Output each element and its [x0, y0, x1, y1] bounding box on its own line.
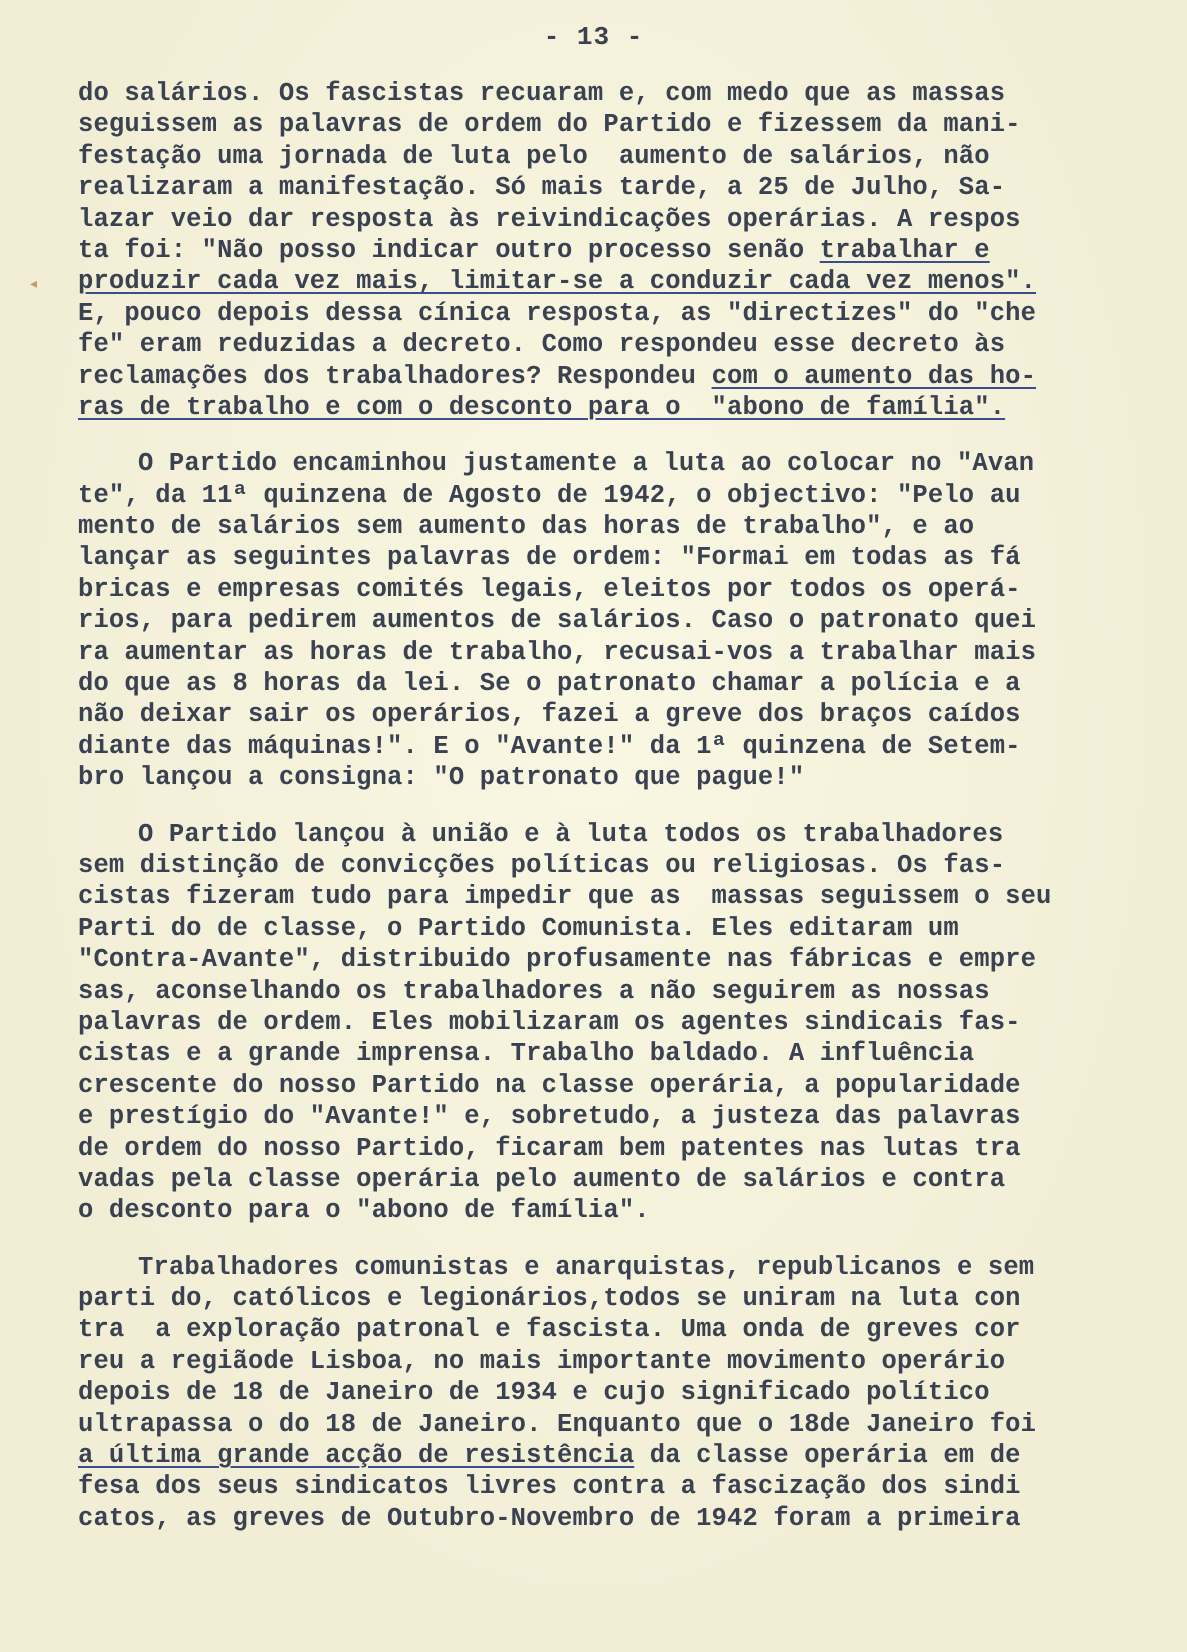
text-line	[78, 1164, 1138, 1195]
text-run: vadas pela classe operária pelo aumento de salários e contra	[78, 1164, 1006, 1194]
text-line	[78, 109, 1138, 140]
text-run: ra aumentar as horas de trabalho, recusai-vos a trabalhar mais	[78, 637, 1037, 667]
text-run: rios, para pedirem aumentos de salários. Caso o patronato quei	[78, 606, 1037, 636]
text-run: depois de 18 de Janeiro de 1934 e cujo significado político	[78, 1378, 990, 1408]
text-line	[78, 1007, 1138, 1038]
text-run: e prestígio do "Avante!" e, sobretudo, a justeza das palavras	[78, 1102, 1021, 1132]
text-line	[78, 637, 1138, 668]
text-line	[78, 361, 1138, 392]
text-run: catos, as greves de Outubro-Novembro de 1942 foram a primeira	[78, 1503, 1021, 1533]
underlined-text: a última grande acção de resistência	[78, 1441, 635, 1471]
text-line	[78, 699, 1138, 730]
margin-mark: ◂	[30, 276, 38, 292]
text-line	[78, 1038, 1138, 1069]
text-run: te", da 11ª quinzena de Agosto de 1942, o objectivo: "Pelo au	[78, 480, 1021, 510]
text-run: sas, aconselhando os trabalhadores a não seguirem as nossas	[78, 976, 990, 1006]
text-line	[78, 819, 1138, 850]
text-run: bro lançou a consigna: "O patronato que pague!"	[78, 763, 805, 793]
text-run: reclamações dos trabalhadores? Respondeu	[78, 361, 712, 391]
text-line	[78, 329, 1138, 360]
text-line	[78, 668, 1138, 699]
text-line	[78, 762, 1138, 793]
text-line	[78, 1195, 1138, 1226]
text-line	[78, 1409, 1138, 1440]
text-line	[78, 480, 1138, 511]
text-line	[78, 141, 1138, 172]
text-run: cistas e a grande imprensa. Trabalho baldado. A influência	[78, 1039, 975, 1069]
underlined-text: com o aumento das ho-	[711, 361, 1037, 391]
text-run: O Partido encaminhou justamente a luta ao colocar no "Avan	[138, 449, 1035, 479]
text-line	[78, 298, 1138, 329]
text-run: bricas e empresas comités legais, eleitos por todos os operá-	[78, 574, 1021, 604]
text-run: reu a regiãode Lisboa, no mais importante movimento operário	[78, 1346, 1006, 1376]
text-run: E, pouco depois dessa cínica resposta, as "directizes" do "che	[78, 298, 1037, 328]
text-line	[78, 235, 1138, 266]
text-run: palavras de ordem. Eles mobilizaram os agentes sindicais fas-	[78, 1007, 1021, 1037]
text-run: O Partido lançou à união e à luta todos os trabalhadores	[138, 819, 1004, 849]
text-line	[78, 511, 1138, 542]
text-line	[78, 1503, 1138, 1534]
text-run: ultrapassa o do 18 de Janeiro. Enquanto que o 18de Janeiro foi	[78, 1409, 1037, 1439]
underlined-text: ras de trabalho e com o desconto para o "abono de família".	[78, 392, 1006, 422]
text-run: lazar veio dar resposta às reivindicações operárias. A respos	[78, 204, 1021, 234]
text-run: diante das máquinas!". E o "Avante!" da 1ª quinzena de Setem-	[78, 731, 1021, 761]
text-line	[78, 944, 1138, 975]
text-line	[78, 78, 1138, 109]
text-line	[78, 266, 1138, 297]
text-run: Parti do de classe, o Partido Comunista. Eles editaram um	[78, 913, 959, 943]
page-number: - 13 -	[543, 22, 644, 52]
text-line	[78, 1101, 1138, 1132]
text-run: o desconto para o "abono de família".	[78, 1196, 650, 1226]
text-line	[78, 913, 1138, 944]
text-line	[78, 1070, 1138, 1101]
text-run: festação uma jornada de luta pelo aumento de salários, não	[78, 141, 990, 171]
text-line	[78, 448, 1138, 479]
text-line	[78, 204, 1138, 235]
text-run: realizaram a manifestação. Só mais tarde, a 25 de Julho, Sa-	[78, 173, 1006, 203]
text-line	[78, 605, 1138, 636]
text-line	[78, 1283, 1138, 1314]
text-line	[78, 1133, 1138, 1164]
text-run: Trabalhadores comunistas e anarquistas, republicanos e sem	[138, 1252, 1035, 1282]
underlined-text: trabalhar e	[819, 235, 990, 265]
text-run: do salários. Os fascistas recuaram e, com medo que as massas	[78, 79, 1006, 108]
text-run: sem distinção de convicções políticas ou religiosas. Os fas-	[78, 850, 1006, 880]
text-run: ta foi: "Não posso indicar outro processo senão	[78, 235, 820, 265]
text-run: fe" eram reduzidas a decreto. Como respondeu esse decreto às	[78, 330, 1006, 360]
text-run: cistas fizeram tudo para impedir que as massas seguissem o seu	[78, 882, 1052, 912]
text-line	[78, 1440, 1138, 1471]
underlined-text: produzir cada vez mais, limitar-se a conduzir cada vez menos".	[78, 267, 1037, 297]
text-run: lançar as seguintes palavras de ordem: "Formai em todas as fá	[78, 543, 1021, 573]
text-line	[78, 1377, 1138, 1408]
text-line	[78, 392, 1138, 423]
document-body	[78, 78, 1138, 1534]
text-line	[78, 1252, 1138, 1283]
paragraph	[78, 819, 1138, 1227]
text-run: fesa dos seus sindicatos livres contra a fascização dos sindi	[78, 1472, 1021, 1502]
text-run: "Contra-Avante", distribuido profusamente nas fábricas e empre	[78, 945, 1037, 975]
text-run: não deixar sair os operários, fazei a greve dos braços caídos	[78, 700, 1021, 730]
text-line	[78, 850, 1138, 881]
text-run: tra a exploração patronal e fascista. Uma onda de greves cor	[78, 1315, 1021, 1345]
text-run: mento de salários sem aumento das horas de trabalho", e ao	[78, 512, 975, 542]
text-line	[78, 574, 1138, 605]
text-line	[78, 881, 1138, 912]
text-run: do que as 8 horas da lei. Se o patronato chamar a polícia e a	[78, 669, 1021, 699]
text-run: parti do, católicos e legionários,todos se uniram na luta con	[78, 1284, 1021, 1314]
text-line	[78, 542, 1138, 573]
text-run: de ordem do nosso Partido, ficaram bem patentes nas lutas tra	[78, 1133, 1021, 1163]
text-line	[78, 731, 1138, 762]
text-run: seguissem as palavras de ordem do Partido e fizessem da mani-	[78, 110, 1021, 140]
text-run: crescente do nosso Partido na classe operária, a popularidade	[78, 1070, 1021, 1100]
text-line	[78, 1471, 1138, 1502]
paragraph	[78, 78, 1138, 423]
paragraph	[78, 1252, 1138, 1535]
text-run: da classe operária em de	[634, 1441, 1021, 1471]
text-line	[78, 976, 1138, 1007]
text-line	[78, 1346, 1138, 1377]
paragraph	[78, 448, 1138, 793]
text-line	[78, 172, 1138, 203]
text-line	[78, 1314, 1138, 1345]
